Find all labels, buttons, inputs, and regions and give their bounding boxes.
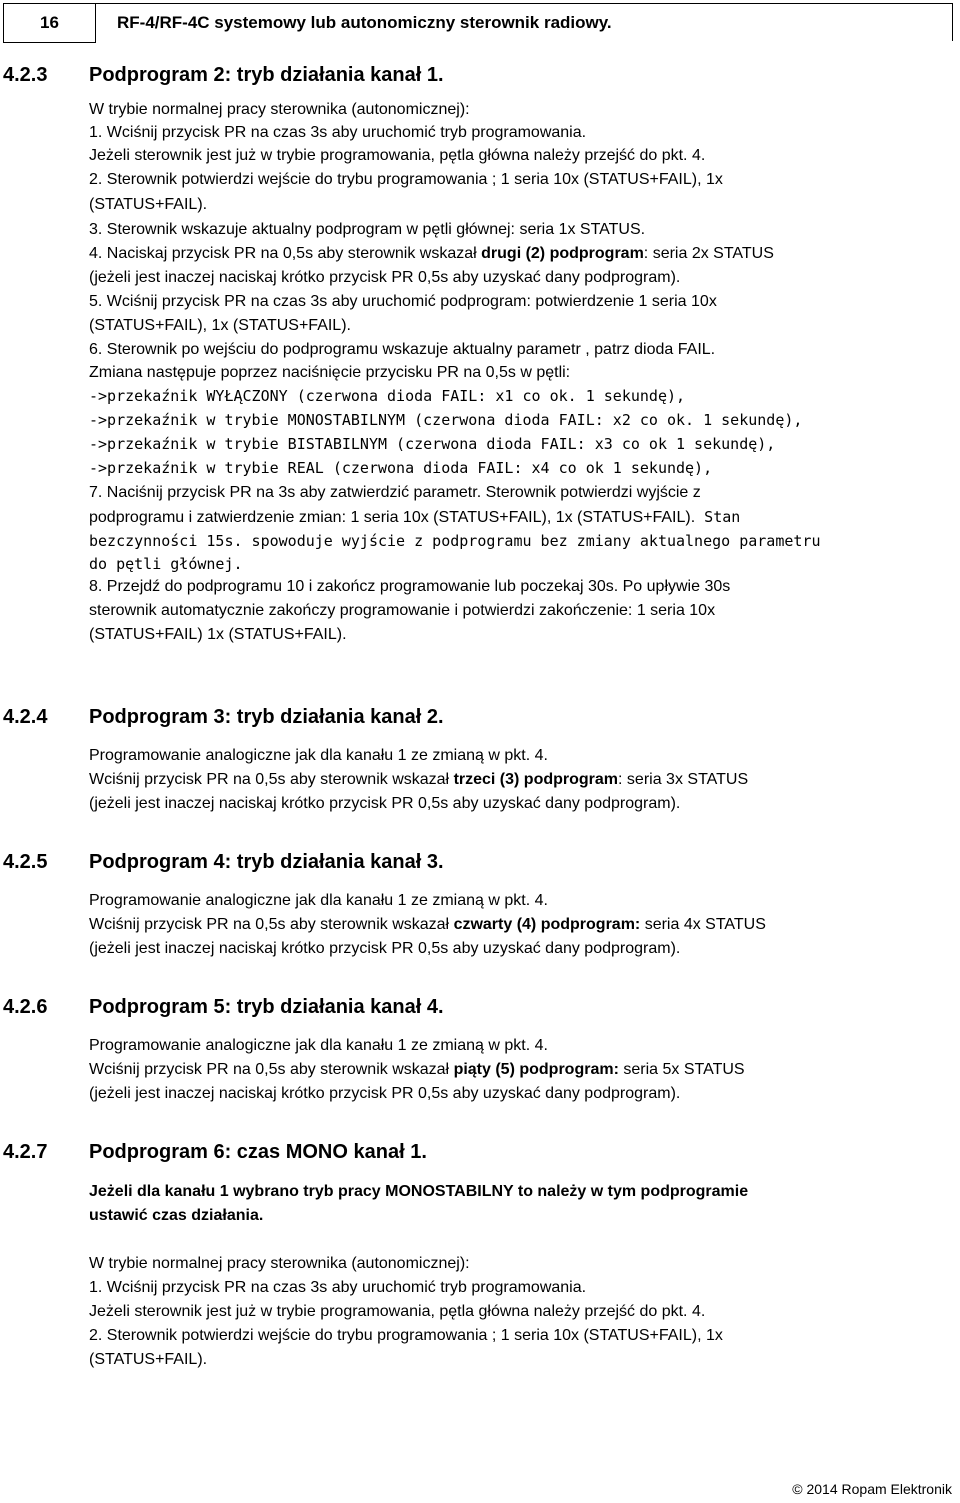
header-title: RF-4/RF-4C systemowy lub autonomiczny sterownik radiowy. <box>96 3 953 41</box>
text-span: Stan <box>695 508 741 526</box>
text-line: 1. Wciśnij przycisk PR na czas 3s aby uruchomić tryb programowania. <box>89 124 587 141</box>
text-line <box>89 1059 745 1081</box>
page-number: 16 <box>3 3 96 43</box>
text-line: W trybie normalnej pracy sterownika (autonomicznej): <box>89 1255 470 1272</box>
text-line: 8. Przejdź do podprogramu 10 i zakończ programowanie lub poczekaj 30s. Po upływie 30s <box>89 578 731 595</box>
section-number: 4.2.4 <box>3 706 48 728</box>
section-title: Podprogram 6: czas MONO kanał 1. <box>89 1141 427 1163</box>
text-line: Jeżeli sterownik jest już w trybie programowania, pętla główna należy przejść do pkt. 4. <box>89 1303 706 1320</box>
footer-copyright: © 2014 Ropam Elektronik <box>792 1481 952 1497</box>
text-line: Programowanie analogiczne jak dla kanału 1 ze zmianą w pkt. 4. <box>89 747 548 764</box>
text-span: Wciśnij przycisk PR na 0,5s aby sterownik wskazał <box>89 916 454 933</box>
text-line: Zmiana następuje poprzez naciśnięcie przycisku PR na 0,5s w pętli: <box>89 364 571 381</box>
note-bold: ustawić czas działania. <box>89 1207 264 1224</box>
relay-option-line: ->przekaźnik w trybie REAL (czerwona dioda FAIL: x4 co ok 1 sekundę), <box>89 459 713 477</box>
section-number: 4.2.3 <box>3 64 48 86</box>
text-span: seria 5x STATUS <box>618 1061 745 1078</box>
text-line: Jeżeli sterownik jest już w trybie programowania, pętla główna należy przejść do pkt. 4. <box>89 147 706 164</box>
text-line: 2. Sterownik potwierdzi wejście do trybu programowania ; 1 seria 10x (STATUS+FAIL), 1x <box>89 171 723 188</box>
text-line: 2. Sterownik potwierdzi wejście do trybu programowania ; 1 seria 10x (STATUS+FAIL), 1x <box>89 1327 723 1344</box>
text-line: do pętli głównej. <box>89 555 243 573</box>
bold-span: drugi (2) podprogram <box>481 245 644 262</box>
bold-span: piąty (5) podprogram: <box>453 1061 619 1078</box>
text-line: 7. Naciśnij przycisk PR na 3s aby zatwierdzić parametr. Sterownik potwierdzi wyjście z <box>89 484 701 501</box>
text-line-step4 <box>89 243 774 265</box>
text-line: bezczynności 15s. spowoduje wyjście z podprogramu bez zmiany aktualnego parametru <box>89 532 821 550</box>
text-span: podprogramu i zatwierdzenie zmian: 1 seria 10x (STATUS+FAIL), 1x (STATUS+FAIL). <box>89 509 696 526</box>
section-title: Podprogram 5: tryb działania kanał 4. <box>89 996 444 1018</box>
text-line: (STATUS+FAIL) 1x (STATUS+FAIL). <box>89 626 347 643</box>
section-number: 4.2.7 <box>3 1141 48 1163</box>
text-line: 1. Wciśnij przycisk PR na czas 3s aby uruchomić tryb programowania. <box>89 1279 587 1296</box>
relay-option-line: ->przekaźnik WYŁĄCZONY (czerwona dioda FAIL: x1 co ok. 1 sekundę), <box>89 387 686 405</box>
text-span: : seria 2x STATUS <box>643 245 774 262</box>
text-line: sterownik automatycznie zakończy programowanie i potwierdzi zakończenie: 1 seria 10x <box>89 602 716 619</box>
text-line: (jeżeli jest inaczej naciskaj krótko przycisk PR 0,5s aby uzyskać dany podprogram). <box>89 1085 681 1102</box>
text-line: (STATUS+FAIL). <box>89 196 208 213</box>
text-line: (jeżeli jest inaczej naciskaj krótko przycisk PR 0,5s aby uzyskać dany podprogram). <box>89 940 681 957</box>
text-line <box>89 769 748 791</box>
text-line: Programowanie analogiczne jak dla kanału 1 ze zmianą w pkt. 4. <box>89 892 548 909</box>
section-title: Podprogram 3: tryb działania kanał 2. <box>89 706 444 728</box>
text-line: 5. Wciśnij przycisk PR na czas 3s aby uruchomić podprogram: potwierdzenie 1 seria 10x <box>89 293 717 310</box>
text-line: (STATUS+FAIL). <box>89 1351 208 1368</box>
text-line: (jeżeli jest inaczej naciskaj krótko przycisk PR 0,5s aby uzyskać dany podprogram). <box>89 795 681 812</box>
text-line: 3. Sterownik wskazuje aktualny podprogram w pętli głównej: seria 1x STATUS. <box>89 221 646 238</box>
bold-span: trzeci (3) podprogram <box>453 771 619 788</box>
text-span: 4. Naciskaj przycisk PR na 0,5s aby sterownik wskazał <box>89 245 482 262</box>
text-line: (jeżeli jest inaczej naciskaj krótko przycisk PR 0,5s aby uzyskać dany podprogram). <box>89 269 681 286</box>
text-span: Wciśnij przycisk PR na 0,5s aby sterownik wskazał <box>89 771 454 788</box>
section-title: Podprogram 4: tryb działania kanał 3. <box>89 851 444 873</box>
page-header <box>3 3 954 43</box>
section-title: Podprogram 2: tryb działania kanał 1. <box>89 64 444 86</box>
text-span: Wciśnij przycisk PR na 0,5s aby sterownik wskazał <box>89 1061 454 1078</box>
text-line-step7 <box>89 506 740 529</box>
text-line: W trybie normalnej pracy sterownika (autonomicznej): <box>89 101 470 118</box>
section-number: 4.2.5 <box>3 851 48 873</box>
text-span: seria 4x STATUS <box>640 916 766 933</box>
note-bold: Jeżeli dla kanału 1 wybrano tryb pracy MONOSTABILNY to należy w tym podprogramie <box>89 1183 749 1200</box>
text-line: 6. Sterownik po wejściu do podprogramu wskazuje aktualny parametr , patrz dioda FAIL. <box>89 341 716 358</box>
text-line <box>89 914 766 936</box>
text-line: (STATUS+FAIL), 1x (STATUS+FAIL). <box>89 317 351 334</box>
relay-option-line: ->przekaźnik w trybie MONOSTABILNYM (czerwona dioda FAIL: x2 co ok. 1 sekundę), <box>89 411 803 429</box>
relay-option-line: ->przekaźnik w trybie BISTABILNYM (czerwona dioda FAIL: x3 co ok 1 sekundę), <box>89 435 776 453</box>
bold-span: czwarty (4) podprogram: <box>453 916 641 933</box>
section-number: 4.2.6 <box>3 996 48 1018</box>
text-span: : seria 3x STATUS <box>618 771 749 788</box>
text-line: Programowanie analogiczne jak dla kanału 1 ze zmianą w pkt. 4. <box>89 1037 548 1054</box>
